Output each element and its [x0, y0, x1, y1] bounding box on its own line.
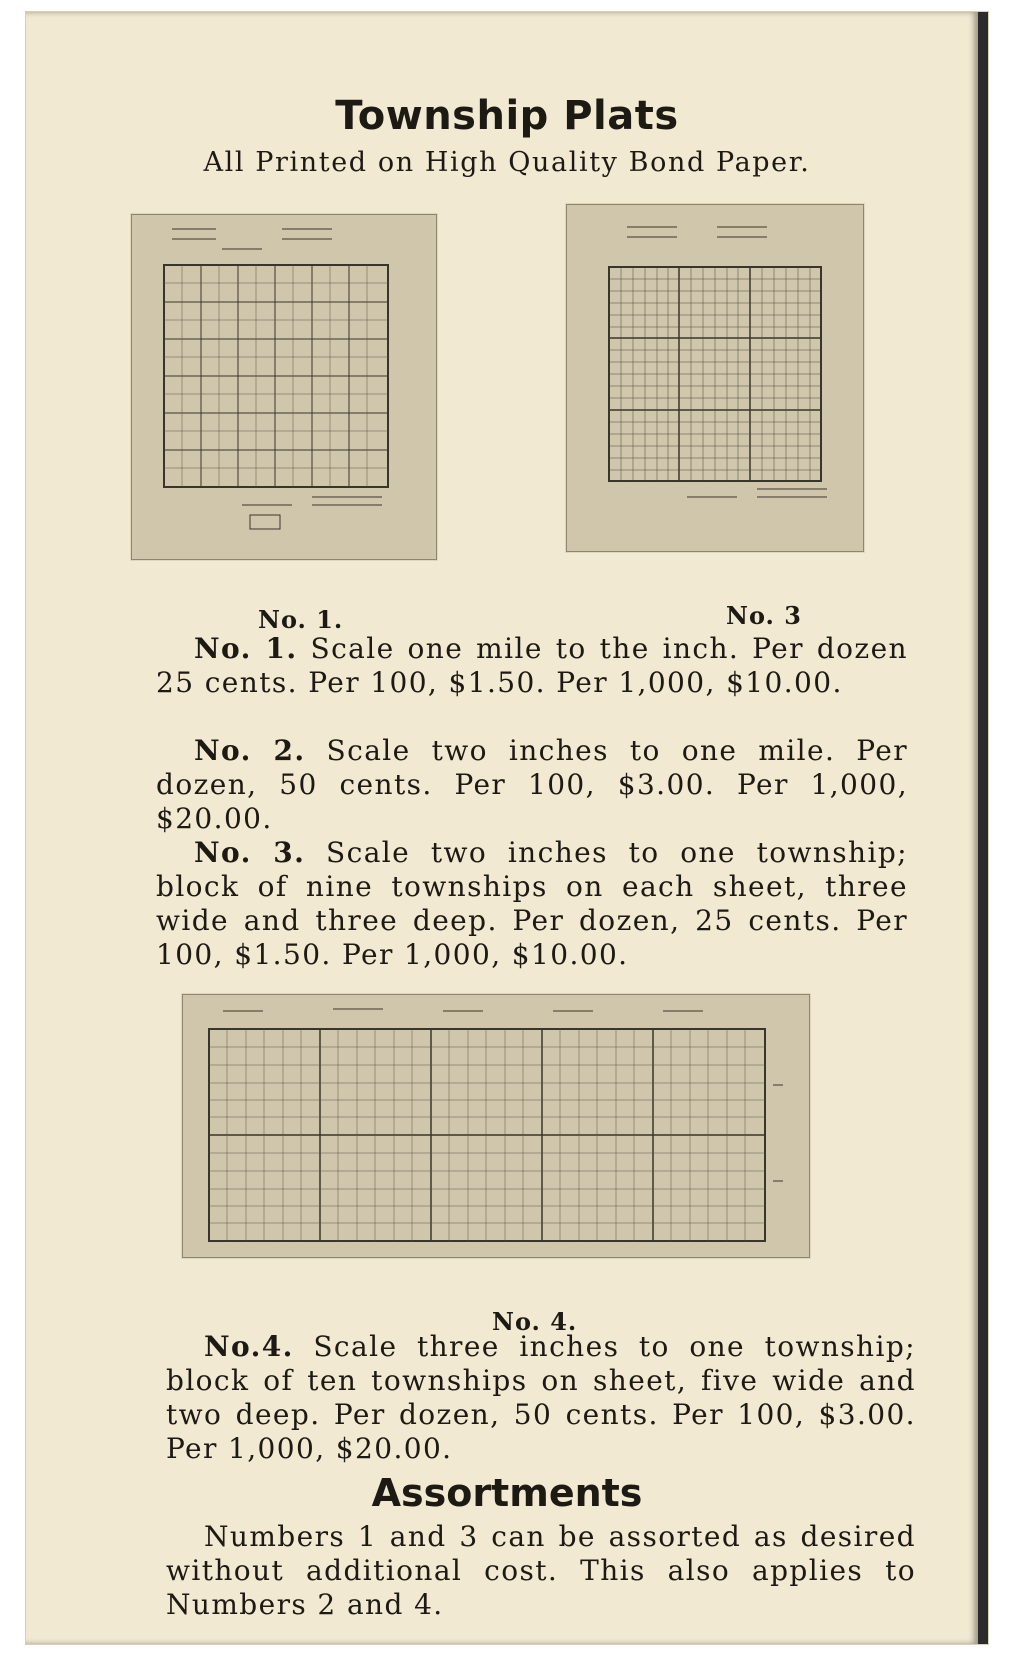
item-no4-text: Scale three inches to one township; block of ten townships on sheet, five wide and two deep. Per dozen, 50 cents. Per 100, $3.00. Per 1,000, $20.00.: [166, 1330, 916, 1465]
item-no4-description: [166, 1330, 916, 1466]
page-subtitle: All Printed on High Quality Bond Paper.: [203, 147, 811, 178]
assortments-description: [166, 1520, 916, 1622]
catalog-page: [26, 12, 988, 1644]
plat-no3-caption: No. 3: [726, 601, 802, 630]
item-no2-text: Scale two inches to one mile. Per dozen, 50 cents. Per 100, $3.00. Per 1,000, $20.00.: [156, 734, 908, 835]
plat-no4-caption: No. 4.: [492, 1307, 578, 1336]
item-no1-text: Scale one mile to the inch. Per dozen 25 cents. Per 100, $1.50. Per 1,000, $10.00.: [156, 632, 908, 699]
item-no4-label: No.4.: [204, 1330, 294, 1363]
item-no3-text: Scale two inches to one township; block of nine townships on each sheet, three wide and three deep. Per dozen, 25 cents. Per 100, $1.50. Per 1,000, $10.00.: [156, 836, 908, 971]
item-no2-description: [156, 734, 908, 836]
assortments-heading: Assortments: [371, 1471, 643, 1515]
plat-no4-grid-icon: [183, 995, 809, 1257]
item-no1-label: No. 1.: [194, 632, 298, 665]
item-no3-label: No. 3.: [194, 836, 306, 869]
plat-no1-image: [131, 214, 437, 560]
item-no2-label: No. 2.: [194, 734, 306, 767]
plat-no4-image: [182, 994, 810, 1258]
item-no3-description: [156, 836, 908, 972]
plat-no3-grid-icon: [567, 205, 863, 551]
page-title: Township Plats: [335, 93, 679, 139]
item-no1-description: [156, 632, 908, 700]
plat-no1-caption: No. 1.: [258, 605, 344, 634]
plat-no1-grid-icon: [132, 215, 436, 559]
plat-no3-image: [566, 204, 864, 552]
assortments-text: Numbers 1 and 3 can be assorted as desired without additional cost. This also applies to Numbers 2 and 4.: [166, 1520, 916, 1621]
